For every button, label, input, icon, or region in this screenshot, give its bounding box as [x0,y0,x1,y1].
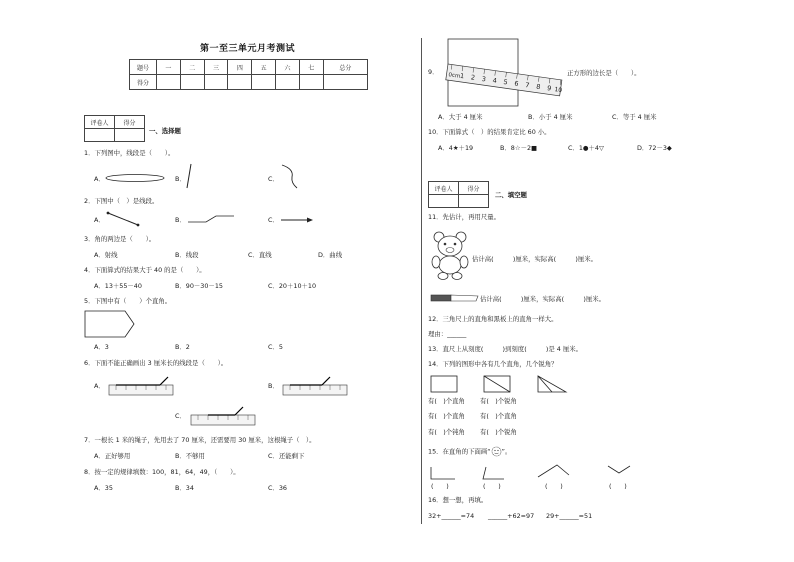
score-cell[interactable] [228,75,252,90]
grader-table-1 [84,115,145,142]
ruler-tick-label: 2 [470,73,476,82]
score-table [129,59,368,90]
q10-option-b[interactable]: B．8☆－2■ [500,144,538,152]
q4-option-b[interactable]: B．90－30－15 [175,282,223,290]
section-heading-fill: 二、填空题 [495,191,527,199]
q7-option-b[interactable]: B．不够用 [175,452,205,460]
q5-option-a[interactable]: A．3 [94,343,109,351]
pentagon-figure [84,310,136,338]
ruler-tick-label: 6 [513,79,520,88]
q8-option-a[interactable]: A．35 [94,484,113,492]
score-cell[interactable] [252,75,276,90]
q15-answer-1[interactable]: ( ) [431,482,449,490]
ruler-line-figure-b [282,375,348,397]
score-header-cell: 五 [252,60,276,75]
q3-option-b[interactable]: B．线段 [175,251,199,259]
question-1-stem: 1．下列图中，线段是（ ）。 [84,149,175,157]
grader-cell[interactable] [115,129,145,142]
q1-option-a[interactable]: A． [94,175,105,183]
ruler-line-figure-c [190,405,256,427]
q1-option-b[interactable]: B． [175,175,186,183]
angle-figure-3 [537,463,571,479]
q14-row1-b[interactable]: 有( )个锐角 [480,397,517,405]
q15-answer-2[interactable]: ( ) [483,482,501,490]
q10-option-c[interactable]: C．1●＋4▽ [568,144,604,152]
q10-option-d[interactable]: D．72－3◆ [637,144,672,152]
q12-reason[interactable]: 理由：______ [428,330,467,338]
score-cell[interactable] [180,75,204,90]
q5-option-c[interactable]: C．5 [268,343,283,351]
ruler-tick-label: 5 [502,77,509,87]
question-6-stem: 6．下面不能正确画出 3 厘米长的线段是（ ）。 [84,359,228,367]
q14-row1-a[interactable]: 有( )个直角 [428,397,465,405]
square-with-ruler-figure [446,38,566,110]
score-header-cell: 三 [204,60,228,75]
angle-figure-4 [607,465,631,475]
q3-option-c[interactable]: C．直线 [248,251,272,259]
score-cell[interactable] [323,75,367,90]
question-15-stem [428,446,511,457]
q15-stem-text: 15．在直角的下面画“ [428,447,491,456]
triangle-figure [537,375,567,393]
question-9-stem: 正方形的边长是（ ）。 [567,69,641,77]
grader-table-2 [428,181,489,208]
grader-cell[interactable] [85,129,115,142]
ray-figure [280,216,314,224]
question-13-stem[interactable]: 13．直尺上从刻度( )到刻度( )是 4 厘米。 [428,345,583,353]
curve-figure [280,163,300,189]
smiley-face-icon [491,446,502,457]
segment-dots-figure [105,210,141,228]
q16-equation-1[interactable]: 32+______=74 [428,512,475,520]
q15-stem-end: ”。 [501,447,512,456]
question-4-stem: 4．下面算式的结果大于 40 的是（ ）。 [84,266,206,274]
question-14-stem: 14．下列的图形中各有几个直角，几个锐角？ [428,360,558,368]
question-7-stem: 7．一根长 1 米的绳子，先用去了 70 厘米，还需要用 30 厘米，这根绳子（ ）。 [84,436,316,444]
q3-option-a[interactable]: A．射线 [94,251,118,259]
q9-option-c[interactable]: C．等于 4 厘米 [612,113,657,121]
q1-option-c[interactable]: C． [268,175,279,183]
score-header-cell: 题号 [130,60,157,75]
q7-option-c[interactable]: C．还能剩下 [268,452,305,460]
score-header-cell: 一 [157,60,181,75]
teddy-bear-figure [430,231,470,281]
q8-option-b[interactable]: B．34 [175,484,194,492]
q2-option-c[interactable]: C． [268,216,279,224]
q14-row2-a[interactable]: 有( )个直角 [428,412,465,420]
score-header-cell: 七 [299,60,323,75]
ruler-tick-label: 3 [481,74,487,84]
score-header-cell: 六 [276,60,300,75]
page-title: 第一至三单元月考测试 [200,44,296,54]
grader-score-label: 得分 [115,116,145,129]
q8-option-c[interactable]: C．36 [268,484,287,492]
column-divider [421,38,422,524]
q3-option-d[interactable]: D．曲线 [318,251,343,259]
rectangle-diagonal-figure [483,375,511,393]
q14-row3-b[interactable]: 有( )个锐角 [480,428,517,436]
question-8-stem: 8．按一定的规律填数：100，81，64，49，（ ）。 [84,468,240,476]
ruler-tick-label: 7 [524,81,530,90]
score-cell[interactable] [299,75,323,90]
question-5-stem: 5．下图中有（ ）个直角。 [84,297,172,305]
question-2-stem: 2．下图中（ ）是线段。 [84,197,159,205]
question-10-stem: 10．下面算式（ ）的结果肯定比 60 小。 [428,128,551,136]
q10-option-a[interactable]: A．4★＋19 [438,144,474,152]
score-header-cell: 总分 [323,60,367,75]
score-cell[interactable] [157,75,181,90]
score-cell[interactable] [276,75,300,90]
grader-score-label: 得分 [459,182,489,195]
section-heading-choice: 一、选择题 [149,127,181,135]
q16-equation-2[interactable]: ______+62=97 [488,512,535,520]
q4-option-c[interactable]: C．20＋10＋10 [268,282,317,290]
ruler-tick-label: 4 [492,76,498,85]
q6-option-b[interactable]: B． [268,382,279,390]
ellipse-figure [105,173,165,183]
knife-figure [430,293,480,303]
q6-option-a[interactable]: A． [94,382,105,390]
q14-row2-b[interactable]: 有( )个直角 [480,412,517,420]
q15-answer-4[interactable]: ( ) [609,482,627,490]
q14-row3-a[interactable]: 有( )个钝角 [428,428,465,436]
grader-label: 评卷人 [429,182,459,195]
question-9-number: 9． [428,68,439,76]
score-table-score-row [130,75,368,90]
q9-option-b[interactable]: B．小于 4 厘米 [528,113,573,121]
question-11-stem: 11．先估计，再用尺量。 [428,213,501,221]
score-table-header-row [130,60,368,75]
grader-cell[interactable] [429,195,459,208]
score-header-cell: 二 [180,60,204,75]
ruler-tick-label: 9 [546,84,552,93]
grader-label: 评卷人 [85,116,115,129]
question-3-stem: 3．角的两边是（ ）。 [84,235,156,243]
q6-option-c[interactable]: C． [175,412,186,420]
polyline-figure [186,214,236,224]
angle-figure-1 [430,466,456,480]
q2-option-b[interactable]: B． [175,216,186,224]
q7-option-a[interactable]: A．正好够用 [94,452,131,460]
q5-option-b[interactable]: B．2 [175,343,190,351]
ruler-tick-label: 1 [459,71,465,81]
ruler-tick-label: 8 [535,82,541,92]
rectangle-figure [430,375,458,393]
ruler-line-figure-a [108,375,174,397]
segment-figure [185,163,193,189]
ruler-tick-label: 10 [553,86,563,95]
q16-equation-3[interactable]: 29+______=51 [546,512,593,520]
q11-knife-estimate[interactable]: 估计高( )厘米，实际高( )厘米。 [480,295,606,303]
grader-cell[interactable] [459,195,489,208]
q4-option-a[interactable]: A．13＋55－40 [94,282,142,290]
ruler-unit-label: 0cm [448,72,461,80]
angle-figure-2 [482,466,506,480]
question-12-stem: 12．三角尺上的直角和黑板上的直角一样大。 [428,315,558,323]
q11-bear-estimate[interactable]: 估计高( )厘米，实际高( )厘米。 [472,255,598,263]
score-header-cell: 四 [228,60,252,75]
score-row-label: 得分 [130,75,157,90]
q2-option-a[interactable]: A． [94,216,105,224]
question-16-stem: 16．想一想，再填。 [428,496,488,504]
score-cell[interactable] [204,75,228,90]
q9-option-a[interactable]: A．大于 4 厘米 [438,113,483,121]
q15-answer-3[interactable]: ( ) [545,482,563,490]
